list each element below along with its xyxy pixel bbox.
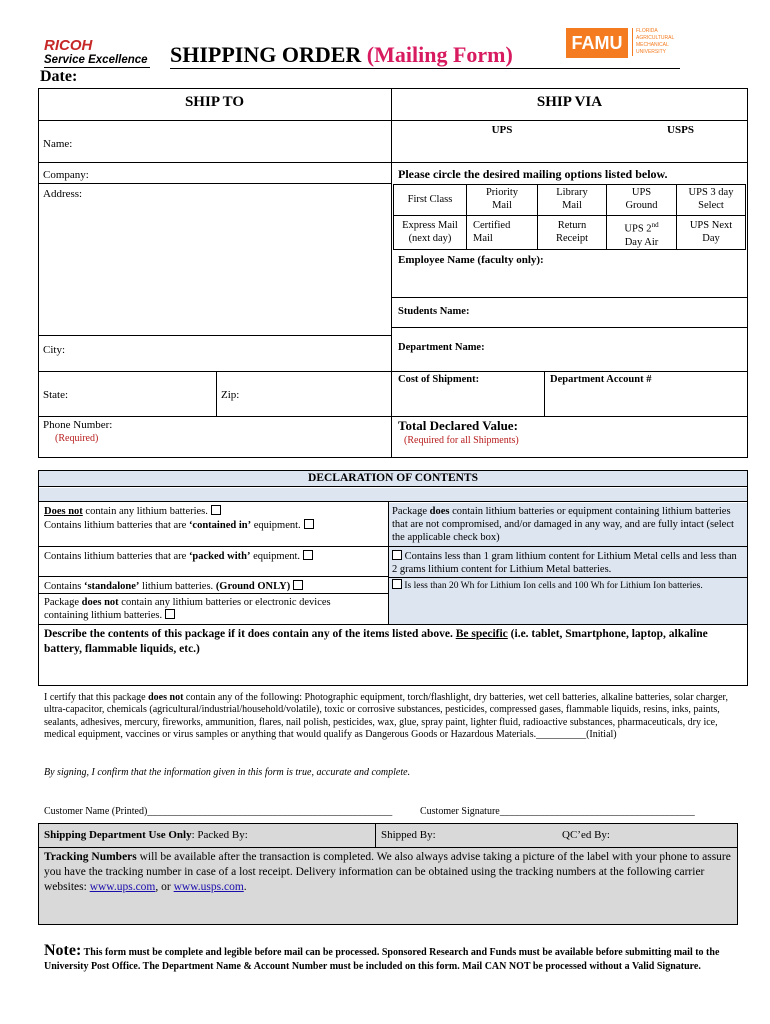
- address-label: Address:: [43, 188, 83, 200]
- phone-required: (Required): [55, 433, 99, 444]
- declaration-heading: DECLARATION OF CONTENTS: [308, 472, 478, 484]
- packed-with-checkbox[interactable]: [303, 550, 313, 560]
- option-label: Receipt: [555, 233, 589, 244]
- ship-to-heading: SHIP TO: [184, 94, 245, 110]
- line: [745, 184, 746, 250]
- zip-field[interactable]: [218, 372, 390, 415]
- ups-link[interactable]: www.ups.com: [89, 881, 156, 893]
- zip-label: Zip:: [221, 389, 240, 401]
- options-grid: [393, 184, 746, 250]
- option-label: Select: [698, 200, 724, 211]
- option-certified-mail[interactable]: [473, 219, 537, 245]
- decl-does-contain: [392, 505, 742, 544]
- line: [38, 847, 738, 848]
- option-label: Mail: [473, 233, 493, 244]
- describe-text: Be specific: [455, 628, 508, 640]
- option-label: UPS 3 day: [688, 187, 734, 198]
- line: [38, 576, 388, 577]
- employee-field[interactable]: [393, 252, 747, 296]
- option-label: Mail: [492, 200, 512, 211]
- decl-text: Package: [392, 506, 430, 517]
- decl-text: Contains: [44, 581, 84, 592]
- header-row-line: [38, 120, 748, 121]
- decl-packed-with: [44, 550, 384, 563]
- option-ups-next-day[interactable]: [677, 219, 745, 245]
- tracking-text: Tracking Numbers: [44, 851, 137, 863]
- name-label: Name:: [43, 138, 73, 150]
- line: [389, 546, 747, 547]
- usps-heading: USPS: [667, 124, 694, 136]
- option-label: UPS 2: [624, 223, 652, 235]
- line: [393, 215, 746, 216]
- certify-text-part: I certify that this package: [44, 692, 149, 703]
- line: [38, 593, 388, 594]
- option-return-receipt[interactable]: [538, 219, 606, 245]
- decl-text: ‘packed with’: [188, 551, 251, 562]
- option-label: Mail: [562, 200, 582, 211]
- qc-by[interactable]: QC’ed By:: [562, 829, 610, 841]
- shipped-by[interactable]: Shipped By:: [381, 829, 436, 841]
- line: [389, 577, 747, 578]
- cost-field[interactable]: [393, 372, 543, 415]
- option-priority-mail[interactable]: [467, 186, 537, 212]
- ship-divider: [391, 88, 392, 458]
- note-label: Note:: [44, 942, 82, 959]
- option-label: Express Mail: [402, 220, 458, 231]
- title-sub: (Mailing Form): [366, 42, 513, 67]
- date-label: Date:: [40, 68, 78, 85]
- option-label: Priority: [485, 187, 519, 198]
- line: [38, 546, 388, 547]
- option-library-mail[interactable]: [538, 186, 606, 212]
- customer-name-printed[interactable]: Customer Name (Printed)_________________________________________________: [44, 806, 393, 817]
- decl-no-electronic: [44, 596, 364, 622]
- account-label: Department Account #: [550, 374, 652, 385]
- decl-text: Is less than 20 Wh for Lithium Ion cells and 100 Wh for Lithium Ion batteries.: [402, 581, 703, 591]
- option-label: UPS: [631, 187, 652, 198]
- certify-text-part: does not: [148, 692, 184, 703]
- describe-contents: [44, 627, 744, 657]
- tracking-text: will be available after the transaction is completed. We also always advise taking a picture of the label with your phone to assure you have the tracking number in case of a lost receipt. Delivery information can be obtained using the tracking numbers at the following carrier websites:: [44, 851, 731, 893]
- option-label: Day Air: [624, 236, 659, 248]
- option-label: Ground: [625, 200, 658, 211]
- ups-heading: UPS: [491, 124, 513, 136]
- option-label: (next day): [408, 233, 452, 244]
- name-field[interactable]: [40, 132, 390, 160]
- decl-text: lithium batteries.: [139, 581, 216, 592]
- decl-text: (Ground ONLY): [215, 581, 291, 592]
- option-label: Return: [557, 220, 587, 231]
- describe-field[interactable]: [40, 658, 746, 685]
- employee-label: Employee Name (faculty only):: [398, 254, 544, 266]
- decl-contained-in: [44, 519, 384, 532]
- famu-logo-text: FAMU: [566, 28, 628, 58]
- option-label: Certified: [473, 220, 511, 231]
- line: [216, 371, 217, 416]
- phone-label: Phone Number:: [43, 419, 113, 431]
- decl-text: equipment.: [251, 520, 301, 531]
- shipping-dept-label: Shipping Department Use Only: [44, 829, 192, 841]
- total-declared-field[interactable]: [393, 417, 747, 457]
- mailing-instruction: Please circle the desired mailing options listed below.: [398, 167, 668, 181]
- decl-text: Contains less than 1 gram lithium content for Lithium Metal cells and less than 2 grams lithium content for Lithium Metal batteries.: [392, 551, 737, 575]
- tracking-info: [44, 850, 734, 895]
- decl-text: Package: [44, 597, 82, 608]
- signing-confirmation: By signing, I confirm that the information given in this form is true, accurate and complete.: [44, 767, 411, 778]
- total-declared-label: Total Declared Value:: [398, 418, 518, 433]
- line: [38, 624, 748, 625]
- decl-ion: [392, 579, 732, 592]
- option-ups-ground[interactable]: [607, 186, 676, 212]
- option-label-sup: nd: [651, 221, 659, 229]
- students-label: Students Name:: [398, 306, 470, 317]
- option-express-mail[interactable]: [394, 219, 466, 245]
- option-label: UPS Next: [689, 220, 733, 231]
- decl-text: does: [429, 506, 450, 517]
- line: [375, 823, 376, 847]
- account-field[interactable]: [546, 372, 747, 415]
- declaration-spacer: [39, 488, 747, 502]
- famu-logo: [566, 22, 678, 66]
- certify-text: [44, 692, 744, 742]
- describe-text: (i.e. tablet, Smartphone, laptop, alkaline battery, flammable liquids, etc.): [44, 628, 708, 655]
- decl-text: equipment.: [250, 551, 301, 562]
- phone-field[interactable]: [40, 417, 390, 457]
- department-field[interactable]: [393, 328, 747, 370]
- ricoh-tagline: Service Excellence: [44, 53, 150, 68]
- tracking-text: , or: [155, 881, 174, 893]
- option-ups-2nd-day[interactable]: [607, 219, 676, 249]
- city-field[interactable]: [40, 336, 390, 370]
- decl-text: Does not: [44, 506, 83, 517]
- contained-in-checkbox[interactable]: [304, 519, 314, 529]
- customer-signature[interactable]: Customer Signature_______________________________________: [420, 806, 695, 817]
- state-label: State:: [43, 389, 69, 401]
- certify-text-part: contain any of the following: Photographic equipment, torch/flashlight, dry batteries, wet cell batteries, alkaline batteries, solar charger, ultra-capacitor, chemicals (agricultural/industrial/household/volatile), toxic or corrosive substances, pesticides, compressed gases, flammable liquids, resins, inks, paints, sealants, adhesives, mercury, fireworks, ammunition, flares, nail polish, pesticides, wax, glue, spray paint, lighter fluid, radioactive substances, pharmaceuticals, dry ice, medical equipment, vaccines or virus samples or anything that would qualify as Dangerous Goods or Hazardous Materials.__________(Initial): [44, 692, 728, 741]
- decl-text: Contains lithium batteries that are: [44, 520, 189, 531]
- packed-by[interactable]: [44, 829, 248, 841]
- line: [393, 249, 746, 250]
- packed-by-label: : Packed By:: [191, 829, 248, 841]
- no-electronic-checkbox[interactable]: [165, 609, 175, 619]
- city-label: City:: [43, 344, 66, 356]
- decl-text: contain lithium batteries or equipment containing lithium batteries that are not compromised, and/or damaged in any way, and are fully intact (select the applicable check box): [392, 506, 734, 543]
- cost-label: Cost of Shipment:: [398, 374, 480, 385]
- usps-link[interactable]: www.usps.com: [173, 881, 244, 893]
- line: [544, 371, 545, 416]
- students-field[interactable]: [393, 298, 747, 326]
- decl-text: contain any lithium batteries or electronic devices containing lithium batteries.: [44, 597, 331, 621]
- metal-checkbox[interactable]: [392, 550, 402, 560]
- decl-text: ‘standalone’: [83, 581, 140, 592]
- ship-via-heading: SHIP VIA: [536, 94, 603, 110]
- describe-text: Describe the contents of this package if it does contain any of the items listed above.: [44, 628, 456, 640]
- company-label: Company:: [43, 169, 89, 181]
- ricoh-logo: [44, 38, 154, 70]
- line: [391, 162, 748, 163]
- department-label: Department Name:: [398, 342, 485, 353]
- decl-no-lithium: [44, 505, 384, 518]
- famu-logo-sub: FLORIDA AGRICULTURAL MECHANICAL UNIVERSITY: [632, 28, 678, 56]
- no-lithium-checkbox[interactable]: [211, 505, 221, 515]
- decl-text: ‘contained in’: [188, 520, 252, 531]
- title-main: SHIPPING ORDER: [170, 42, 362, 67]
- decl-standalone: [44, 580, 384, 593]
- ion-checkbox[interactable]: [392, 579, 402, 589]
- option-label: First Class: [407, 194, 453, 205]
- tracking-text: .: [243, 881, 247, 893]
- standalone-checkbox[interactable]: [293, 580, 303, 590]
- initial-field[interactable]: [232, 747, 294, 759]
- ricoh-logo-text: RICOH: [44, 37, 93, 54]
- decl-text: contain any lithium batteries.: [82, 506, 208, 517]
- option-label: Day: [702, 233, 720, 244]
- total-declared-required: (Required for all Shipments): [404, 435, 519, 446]
- option-ups-3day[interactable]: [677, 186, 745, 212]
- option-label: Library: [556, 187, 588, 198]
- decl-text: does not: [81, 597, 119, 608]
- decl-metal: [392, 550, 744, 576]
- line: [393, 184, 746, 185]
- company-field[interactable]: [40, 163, 390, 183]
- decl-text: Contains lithium batteries that are: [44, 551, 189, 562]
- address-field[interactable]: [40, 184, 390, 334]
- state-field[interactable]: [40, 372, 215, 415]
- note-text: This form must be complete and legible before mail can be processed. Sponsored Research and Funds must be available before submitting mail to the University Post Office. The Department Name & Account Number must be included on this form. Mail CAN NOT be processed without a Valid Signature.: [44, 947, 720, 972]
- option-first-class[interactable]: [394, 193, 466, 206]
- note: [44, 944, 734, 974]
